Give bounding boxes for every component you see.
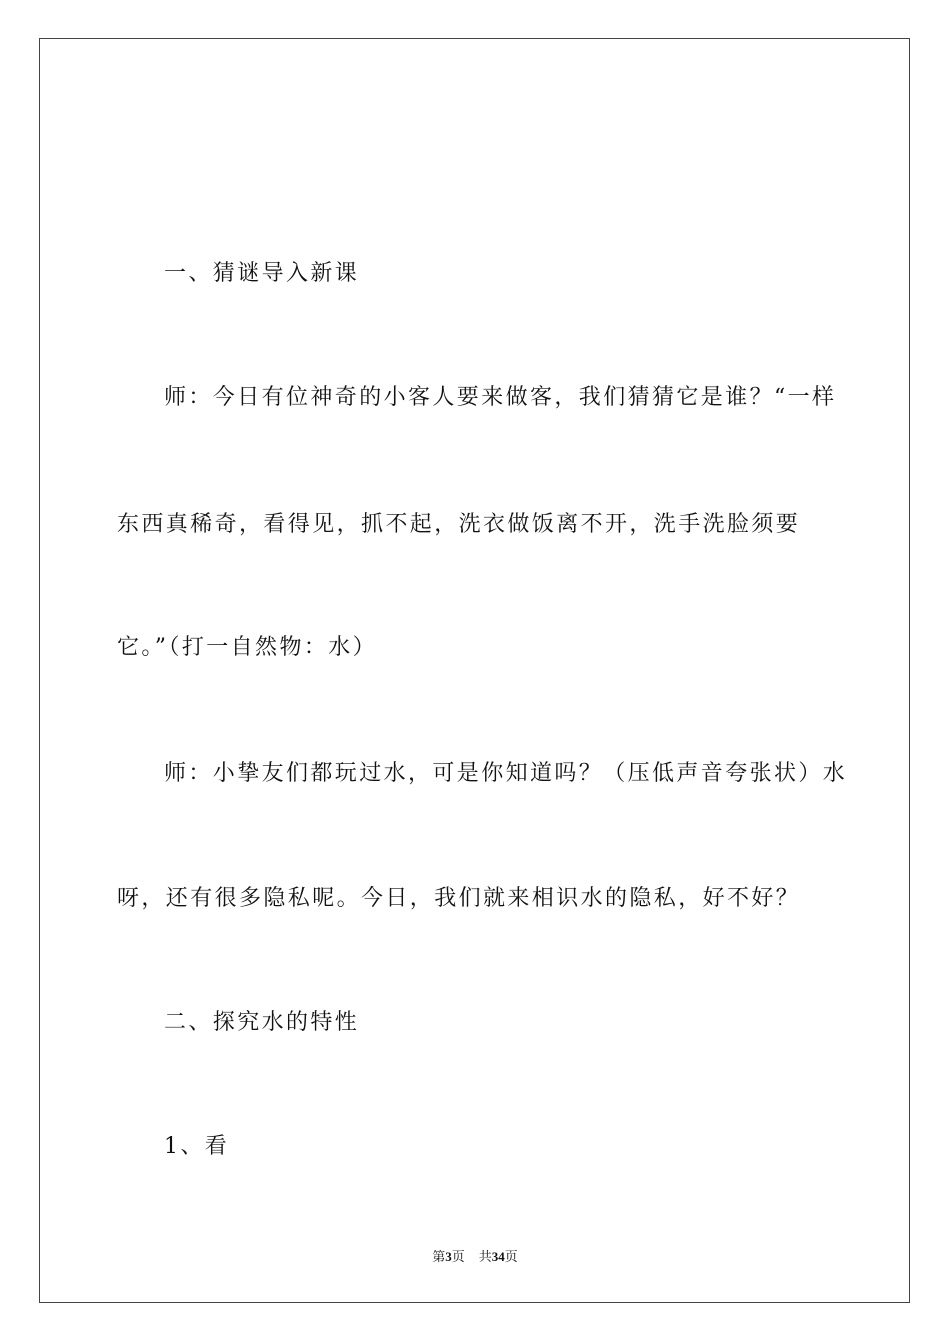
paragraph-line: 东西真稀奇，看得见，抓不起，洗衣做饭离不开，洗手洗脸须要 [117,512,801,537]
paragraph-line: 呀，还有很多隐私呢。今日，我们就来相识水的隐私，好不好？ [117,886,801,911]
section-heading-1: 一、猜谜导入新课 [164,261,360,286]
paragraph-line: 师：今日有位神奇的小客人要来做客，我们猜猜它是谁？“一样 [164,385,837,410]
section-heading-2: 二、探究水的特性 [164,1010,360,1035]
page-footer [0,1249,950,1265]
page-prefix: 第 [432,1249,446,1264]
page-number: 3 [445,1249,452,1264]
list-item: 1、看 [164,1134,230,1159]
page-border [39,38,910,1303]
total-pages: 34 [491,1249,505,1264]
paragraph-line: 师：小挚友们都玩过水，可是你知道吗？（压低声音夸张状）水 [164,761,848,786]
total-prefix: 共 [478,1249,492,1264]
page-suffix: 页 [451,1249,465,1264]
total-suffix: 页 [504,1249,518,1264]
paragraph-line: 它。”（打一自然物：水） [117,635,378,660]
